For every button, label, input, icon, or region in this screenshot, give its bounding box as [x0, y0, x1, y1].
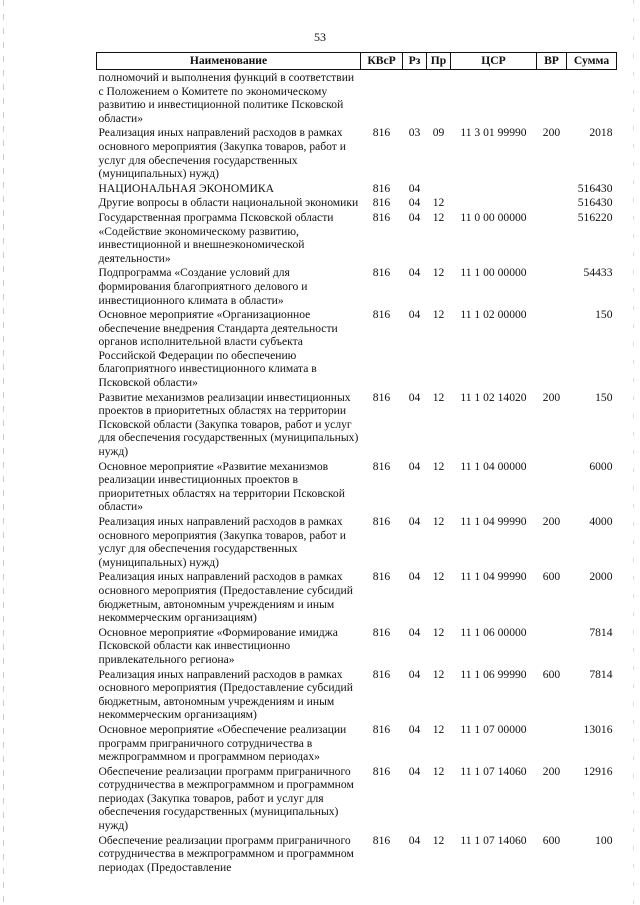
cell-sum: 6000 [589, 459, 613, 473]
cell-kvsr: 816 [372, 196, 391, 210]
cell-rz: 04 [408, 308, 421, 322]
cell-rz: 04 [408, 181, 421, 195]
cell-kvsr: 816 [372, 570, 391, 584]
cell-kvsr: 816 [372, 390, 391, 404]
cell-csr: 11 1 07 14060 [460, 833, 527, 847]
table-body [97, 70, 617, 875]
cell-pr [427, 181, 451, 196]
cell-sum: 2000 [589, 570, 613, 584]
cell-name: Реализация иных направлений расходов в рамках основного мероприятия (Закупка товаров, работ и услуг для обеспечения государственных (муниципальных) нужд) [98, 515, 346, 569]
cell-name: Подпрограмма «Создание условий для формирования благоприятного делового и инвестиционного климата в области» [98, 266, 308, 307]
table-row [97, 125, 617, 180]
table-row [97, 764, 617, 833]
cell-pr: 12 [432, 210, 445, 224]
cell-vr: 600 [542, 570, 561, 584]
cell-vr [537, 195, 567, 210]
scan-edge-right [633, 0, 634, 905]
cell-csr: 11 3 01 99990 [460, 126, 527, 140]
cell-name: Другие вопросы в области национальной экономики [98, 196, 359, 210]
table-row [97, 667, 617, 722]
header-vr: ВР [537, 53, 567, 70]
cell-pr: 12 [432, 308, 445, 322]
cell-rz: 04 [408, 625, 421, 639]
table-row [97, 625, 617, 667]
cell-pr: 12 [432, 196, 445, 210]
cell-pr: 12 [432, 266, 445, 280]
header-name: Наименование [97, 53, 361, 70]
table-row [97, 265, 617, 307]
cell-name: Реализация иных направлений расходов в рамках основного мероприятия (Закупка товаров, работ и услуг для обеспечения государственных (муниципальных) нужд) [98, 126, 346, 181]
header-rz: Рз [403, 53, 427, 70]
cell-rz: 04 [408, 515, 421, 528]
cell-kvsr [361, 70, 403, 126]
cell-sum: 516430 [577, 181, 613, 195]
cell-rz: 03 [408, 126, 421, 140]
table-row [97, 390, 617, 459]
cell-vr: 200 [542, 390, 561, 404]
cell-csr: 11 1 04 00000 [460, 459, 527, 473]
cell-kvsr: 816 [372, 459, 391, 473]
cell-sum: 516220 [577, 210, 613, 224]
cell-pr [427, 70, 451, 126]
cell-name: Основное мероприятие «Обеспечение реализации программ приграничного сотрудничества в межпрограммном и программном периодах» [98, 722, 347, 764]
cell-name: Обеспечение реализации программ приграничного сотрудничества в межпрограммном и программном периодах (Предоставление [98, 833, 354, 874]
cell-pr: 12 [432, 390, 445, 404]
cell-pr: 12 [432, 722, 445, 736]
cell-csr: 11 1 04 99990 [460, 570, 527, 584]
table-row [97, 833, 617, 875]
cell-csr [451, 181, 537, 196]
cell-pr: 12 [432, 570, 445, 584]
cell-rz: 04 [408, 266, 421, 280]
scan-edge-left [3, 0, 4, 905]
cell-sum: 516430 [577, 196, 613, 210]
cell-sum [567, 70, 617, 126]
cell-name: Основное мероприятие «Развитие механизмов реализации инвестиционных проектов в приоритетных областях на территории Псковской области» [98, 459, 345, 514]
cell-kvsr: 816 [372, 181, 391, 195]
cell-vr: 200 [542, 126, 561, 140]
table-row [97, 195, 617, 210]
cell-sum: 150 [595, 308, 613, 322]
table-row [97, 514, 617, 569]
cell-sum: 7814 [589, 625, 613, 639]
header-kvsr: КВсР [361, 53, 403, 70]
cell-kvsr: 816 [372, 126, 391, 140]
cell-kvsr: 816 [372, 266, 391, 280]
table-row [97, 459, 617, 514]
table-header [97, 53, 617, 70]
cell-csr: 11 1 07 14060 [460, 764, 527, 778]
cell-sum: 4000 [589, 515, 613, 528]
cell-name: Основное мероприятие «Организационное обеспечение внедрения Стандарта деятельности органов исполнительной власти субъекта Российской Федерации по обеспечению благоприятного инвестиционного климата в Псковской области» [98, 308, 338, 390]
cell-rz: 04 [408, 764, 421, 778]
cell-csr: 11 1 06 99990 [460, 667, 527, 681]
cell-rz: 04 [408, 833, 421, 847]
header-row [97, 53, 617, 70]
cell-rz: 04 [408, 390, 421, 404]
cell-vr: 600 [542, 667, 561, 681]
table-row [97, 181, 617, 196]
cell-vr [537, 722, 567, 764]
cell-sum: 12916 [583, 764, 613, 778]
header-csr: ЦСР [451, 53, 537, 70]
cell-vr [537, 181, 567, 196]
cell-vr [537, 265, 567, 307]
cell-kvsr: 816 [372, 764, 391, 778]
cell-kvsr: 816 [372, 210, 391, 224]
cell-kvsr: 816 [372, 722, 391, 736]
cell-rz: 04 [408, 667, 421, 681]
budget-table [96, 52, 617, 874]
cell-pr: 12 [432, 625, 445, 639]
cell-name: Основное мероприятие «Формирование имиджа Псковской области как инвестиционно привлекательного региона» [98, 625, 338, 666]
cell-kvsr: 816 [372, 308, 391, 322]
cell-vr: 200 [542, 764, 561, 778]
cell-name: Обеспечение реализации программ приграничного сотрудничества в межпрограммном и программном периодах (Закупка товаров, работ и услуг для обеспечения государственных (муниципальных) нужд) [98, 764, 354, 833]
cell-vr: 200 [542, 515, 561, 528]
cell-vr [537, 625, 567, 667]
cell-kvsr: 816 [372, 833, 391, 847]
cell-sum: 2018 [589, 126, 613, 140]
table-row [97, 70, 617, 126]
cell-kvsr: 816 [372, 625, 391, 639]
cell-csr: 11 1 02 00000 [460, 308, 527, 322]
cell-csr: 11 1 04 99990 [460, 515, 527, 528]
cell-csr: 11 1 02 14020 [460, 390, 527, 404]
cell-name: НАЦИОНАЛЬНАЯ ЭКОНОМИКА [98, 181, 275, 195]
cell-rz [403, 70, 427, 126]
cell-sum: 7814 [589, 667, 613, 681]
cell-sum: 100 [595, 833, 613, 847]
cell-name: полномочий и выполнения функций в соответствии с Положением о Комитете по экономическому развитию и инвестиционной политике Псковской области» [98, 71, 355, 125]
cell-kvsr: 816 [372, 667, 391, 681]
table-row [97, 722, 617, 764]
header-sum: Сумма [567, 53, 617, 70]
cell-kvsr: 816 [372, 515, 391, 528]
cell-pr: 09 [432, 126, 445, 140]
cell-sum: 54433 [583, 266, 613, 280]
cell-name: Развитие механизмов реализации инвестиционных проектов в приоритетных областях на территории Псковской области (Закупка товаров, работ и услуг для обеспечения государственных (муниципальных) нужд) [98, 390, 359, 459]
cell-rz: 04 [408, 722, 421, 736]
cell-name: Государственная программа Псковской области «Содействие экономическому развитию, инвестиционной и внешнеэкономической деятельности» [98, 210, 334, 265]
cell-name: Реализация иных направлений расходов в рамках основного мероприятия (Предоставление субсидий бюджетным, автономным учреждениям и иным некоммерческим организациям) [98, 570, 353, 625]
cell-vr: 600 [542, 833, 561, 847]
page-number: 53 [314, 30, 326, 44]
cell-sum: 150 [595, 390, 613, 404]
cell-vr [537, 459, 567, 514]
cell-csr [451, 70, 537, 126]
cell-rz: 04 [408, 459, 421, 473]
table-row [97, 569, 617, 624]
cell-vr [537, 210, 567, 265]
cell-csr: 11 1 07 00000 [460, 722, 527, 736]
cell-rz: 04 [408, 570, 421, 584]
cell-name: Реализация иных направлений расходов в рамках основного мероприятия (Предоставление субсидий бюджетным, автономным учреждениям и иным некоммерческим организациям) [98, 667, 353, 722]
cell-pr: 12 [432, 459, 445, 473]
cell-csr: 11 1 06 00000 [460, 625, 527, 639]
cell-csr: 11 1 00 00000 [460, 266, 527, 280]
cell-pr: 12 [432, 764, 445, 778]
cell-csr: 11 0 00 00000 [460, 210, 527, 224]
cell-vr [537, 70, 567, 126]
cell-pr: 12 [432, 833, 445, 847]
cell-rz: 04 [408, 196, 421, 210]
cell-pr: 12 [432, 667, 445, 681]
table-row [97, 210, 617, 265]
header-pr: Пр [427, 53, 451, 70]
cell-vr [537, 307, 567, 390]
cell-rz: 04 [408, 210, 421, 224]
cell-pr: 12 [432, 515, 445, 528]
cell-csr [451, 195, 537, 210]
table-row [97, 307, 617, 390]
cell-sum: 13016 [583, 722, 613, 736]
